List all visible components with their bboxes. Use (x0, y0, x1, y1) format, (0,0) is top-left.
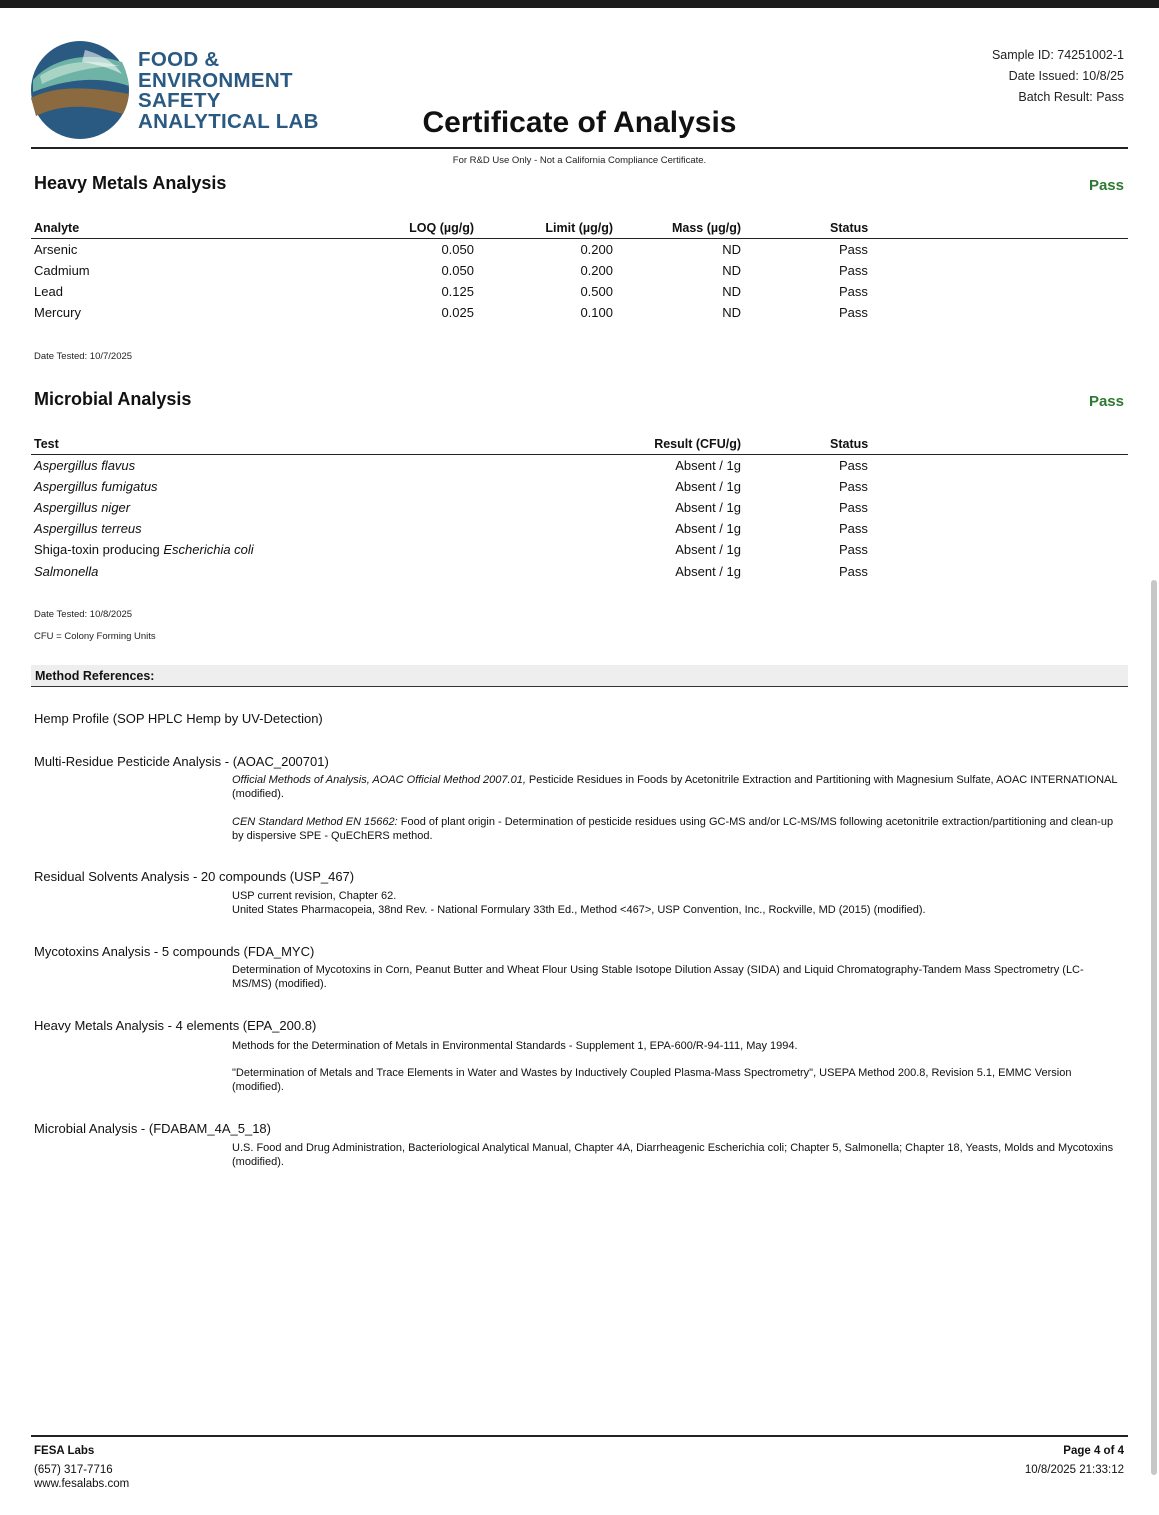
test-name: Aspergillus terreus (34, 521, 142, 536)
table-row (31, 458, 1128, 479)
status-value: Pass (839, 500, 868, 515)
method-pesticide-ref-2: CEN Standard Method EN 15662: Food of plant origin - Determination of pesticide residues using GC-MS and/or LC-MS/MS following acetonitrile extraction/partitioning and clean-up by dispersive SPE - QuEChERS method. (232, 816, 1114, 842)
method-pesticide-ref-1: Official Methods of Analysis, AOAC Official Method 2007.01, Pesticide Residues in Foods by Acetonitrile Extraction and Partitioning with Magnesium Sulfate, AOAC INTERNATIONAL (modified). (232, 774, 1118, 800)
status-value: Pass (839, 305, 868, 320)
test-name: Aspergillus fumigatus (34, 479, 158, 494)
method-hemp: Hemp Profile (SOP HPLC Hemp by UV-Detection) (34, 711, 323, 726)
col-test: Test (34, 437, 59, 451)
status-value: Pass (839, 242, 868, 257)
method-mycotoxins-ref: Determination of Mycotoxins in Corn, Peanut Butter and Wheat Flour Using Stable Isotope Dilution Assay (SIDA) and Liquid Chromatography-Tandem Mass Spectrometry (LC-MS/MS) (modified). (232, 964, 1084, 990)
method-metals-title: Heavy Metals Analysis - 4 elements (EPA_200.8) (34, 1018, 317, 1033)
heavy-metals-date-tested: Date Tested: 10/7/2025 (34, 351, 133, 362)
status-value: Pass (839, 521, 868, 536)
compliance-note: For R&D Use Only - Not a California Compliance Certificate. (452, 155, 707, 166)
analyte-name: Arsenic (34, 242, 78, 257)
method-references-heading: Method References: (35, 669, 155, 683)
status-value: Pass (839, 564, 868, 579)
page-number: Page 4 of 4 (1063, 1445, 1124, 1457)
result-value: Absent / 1g (675, 458, 741, 473)
loq-value: 0.125 (441, 284, 474, 299)
sample-id: Sample ID: 74251002-1 (991, 48, 1124, 62)
loq-value: 0.050 (441, 242, 474, 257)
table-row (31, 263, 1128, 284)
scrollbar[interactable] (1151, 580, 1157, 1475)
table-row (31, 564, 1128, 585)
test-name: Shiga-toxin producing Escherichia coli (34, 542, 254, 557)
result-value: Absent / 1g (675, 479, 741, 494)
microbial-title: Microbial Analysis (34, 389, 192, 409)
mass-value: ND (722, 263, 741, 278)
limit-value: 0.100 (580, 305, 613, 320)
table-row (31, 305, 1128, 326)
result-value: Absent / 1g (675, 521, 741, 536)
method-pesticide-title: Multi-Residue Pesticide Analysis - (AOAC_200701) (34, 754, 329, 769)
footer-divider (31, 1435, 1128, 1437)
col-loq: LOQ (µg/g) (409, 221, 474, 235)
microbial-date-tested: Date Tested: 10/8/2025 (34, 609, 133, 620)
mass-value: ND (722, 242, 741, 257)
loq-value: 0.050 (441, 263, 474, 278)
table-row (31, 542, 1128, 563)
result-value: Absent / 1g (675, 542, 741, 557)
mass-value: ND (722, 305, 741, 320)
footer-company: FESA Labs (34, 1445, 95, 1457)
footer-phone: (657) 317-7716 (34, 1463, 113, 1476)
batch-result: Batch Result: Pass (1018, 90, 1124, 104)
footer-website[interactable]: www.fesalabs.com (34, 1478, 130, 1490)
test-name: Aspergillus niger (34, 500, 131, 515)
limit-value: 0.500 (580, 284, 613, 299)
table-row (31, 500, 1128, 521)
status-value: Pass (839, 284, 868, 299)
status-value: Pass (839, 263, 868, 278)
table-row (31, 284, 1128, 305)
header-divider (31, 147, 1128, 149)
test-name: Aspergillus flavus (34, 458, 136, 473)
method-metals-ref-2: "Determination of Metals and Trace Elements in Water and Wastes by Inductively Coupled Plasma-Mass Spectrometry", USEPA Method 200.8, Revision 5.1, EMMC Version (modified). (232, 1067, 1072, 1093)
table-row (31, 479, 1128, 500)
microbial-table-header (31, 437, 1128, 455)
analyte-name: Mercury (34, 305, 81, 320)
limit-value: 0.200 (580, 242, 613, 257)
col-result: Result (CFU/g) (654, 437, 741, 451)
method-references-header (31, 665, 1128, 687)
table-row (31, 521, 1128, 542)
status-value: Pass (839, 479, 868, 494)
window-top-bar (0, 0, 1159, 8)
limit-value: 0.200 (580, 263, 613, 278)
method-mycotoxins-title: Mycotoxins Analysis - 5 compounds (FDA_MYC) (34, 944, 315, 959)
col-status: Status (830, 221, 869, 235)
col-mass: Mass (µg/g) (671, 221, 741, 235)
table-row (31, 242, 1128, 263)
heavy-metals-title: Heavy Metals Analysis (34, 173, 227, 193)
method-solvents-ref: USP current revision, Chapter 62. United States Pharmacopeia, 38nd Rev. - National Formulary 33th Ed., Method <467>, USP Convention, Inc., Rockville, MD (2015) (modified). (232, 890, 926, 916)
analyte-name: Lead (34, 284, 63, 299)
microbial-result-badge: Pass (1088, 393, 1124, 410)
status-value: Pass (839, 542, 868, 557)
sample-meta (992, 45, 1124, 108)
analyte-name: Cadmium (34, 263, 90, 278)
result-value: Absent / 1g (675, 564, 741, 579)
lab-logo-text: FOOD & ENVIRONMENT SAFETY ANALYTICAL LAB (138, 48, 319, 133)
col-status: Status (830, 437, 869, 451)
footer-timestamp: 10/8/2025 21:33:12 (1024, 1463, 1124, 1476)
mass-value: ND (722, 284, 741, 299)
heavy-metals-result-badge: Pass (1088, 177, 1124, 194)
col-limit: Limit (µg/g) (545, 221, 613, 235)
method-microbial-title: Microbial Analysis - (FDABAM_4A_5_18) (34, 1121, 271, 1136)
method-microbial-ref: U.S. Food and Drug Administration, Bacteriological Analytical Manual, Chapter 4A, Diarrheagenic Escherichia coli; Chapter 5, Salmonella; Chapter 18, Yeasts, Molds and Mycotoxins (modified). (232, 1142, 1114, 1168)
cfu-note: CFU = Colony Forming Units (34, 631, 156, 642)
heavy-metals-table-header (31, 221, 1128, 239)
footer-contact (34, 1444, 129, 1492)
page-title: Certificate of Analysis (422, 106, 737, 139)
method-solvents-title: Residual Solvents Analysis - 20 compounds (USP_467) (34, 869, 355, 884)
date-issued: Date Issued: 10/8/25 (1008, 69, 1124, 83)
footer-page-info (1025, 1444, 1124, 1477)
status-value: Pass (839, 458, 868, 473)
col-analyte: Analyte (34, 221, 80, 235)
test-name: Salmonella (34, 564, 99, 579)
loq-value: 0.025 (441, 305, 474, 320)
result-value: Absent / 1g (675, 500, 741, 515)
method-metals-ref-1: Methods for the Determination of Metals in Environmental Standards - Supplement 1, EPA-600/R-94-111, May 1994. (232, 1040, 798, 1052)
